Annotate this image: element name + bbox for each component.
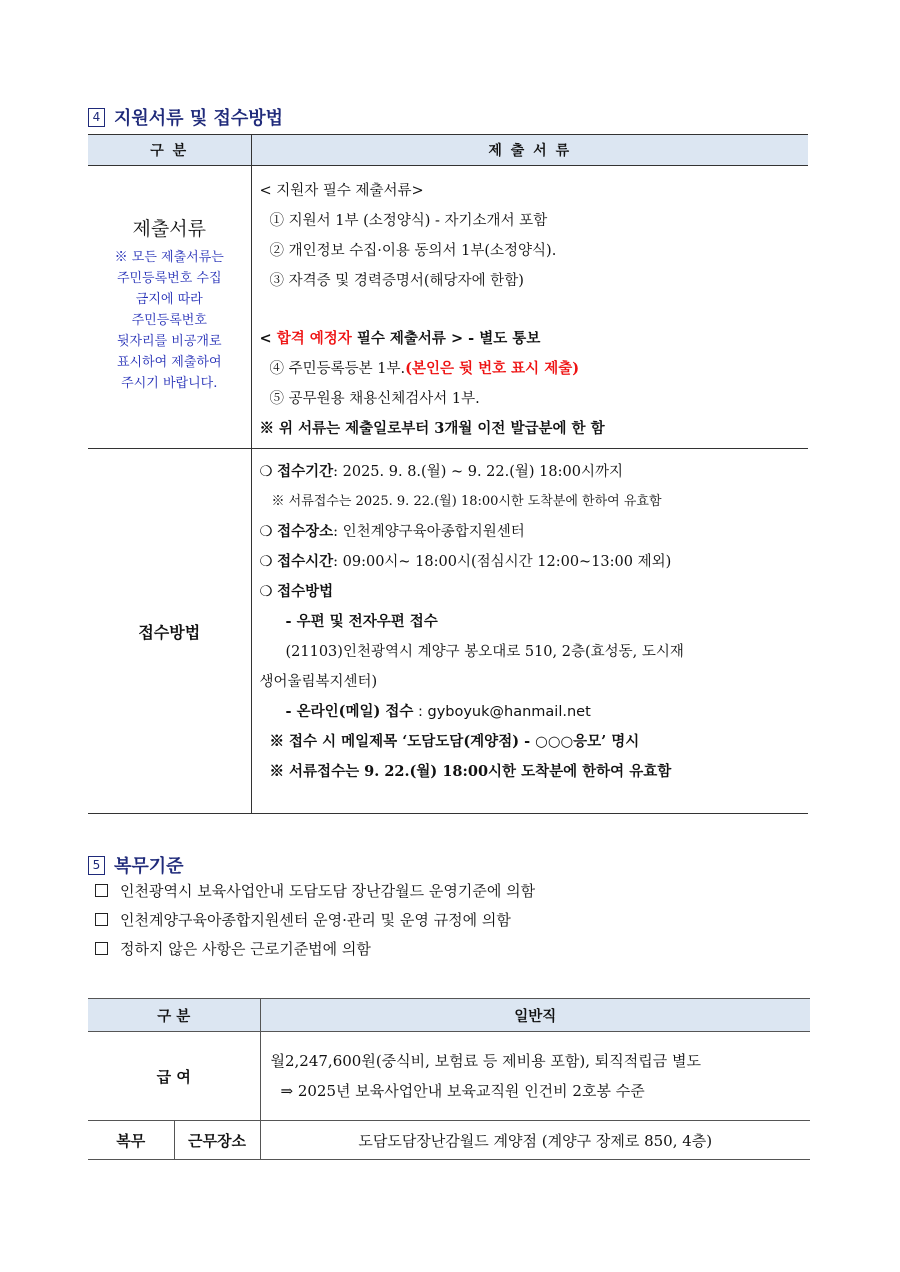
place-line: ❍ 접수장소: 인천계양구육아종합지원센터 xyxy=(259,523,525,540)
required-doc-3: ③ 자격증 및 경력증명서(해당자에 한함) xyxy=(269,273,524,289)
section-5-heading xyxy=(88,852,184,878)
finalist-docs-title xyxy=(260,324,809,354)
table-header-row xyxy=(88,135,808,166)
note-line: 뒷자리를 비공개로 xyxy=(116,334,222,349)
header-documents: 제 출 서 류 xyxy=(251,135,808,166)
finalist-doc-5: ⑤ 공무원용 채용신체검사서 1부. xyxy=(269,391,480,407)
time-value: : 09:00시~ 18:00시(점심시간 12:00~13:00 제외) xyxy=(333,554,672,570)
required-doc-2: ② 개인정보 수집·이용 동의서 1부(소정양식). xyxy=(269,243,557,259)
address-line-1: (21103)인천광역시 계양구 봉오대로 510, 2층(효성동, 도시재 xyxy=(285,644,684,660)
online-label: - 온라인(메일) 접수 xyxy=(285,703,414,720)
method-line: ❍ 접수방법 xyxy=(259,583,334,600)
checkbox-square-icon xyxy=(95,913,108,926)
finalist-doc-4 xyxy=(260,354,809,384)
application-docs-table xyxy=(88,134,808,814)
checkbox-square-icon xyxy=(95,884,108,897)
service-table xyxy=(88,998,810,1160)
privacy-note xyxy=(88,247,251,394)
online-line xyxy=(260,697,809,727)
bullet-text: 정하지 않은 사항은 근로기준법에 의함 xyxy=(120,940,371,958)
pay-amount: 월2,247,600원(중식비, 보험료 등 제비용 포함), 퇴직적립금 별도 xyxy=(270,1052,701,1070)
table-header-row xyxy=(88,999,810,1032)
table-row-pay xyxy=(88,1032,810,1121)
note-line: 주민등록번호 xyxy=(131,313,207,328)
note-line: ※ 모든 제출서류는 xyxy=(114,250,224,265)
header-category: 구 분 xyxy=(88,999,260,1032)
table-row-workplace xyxy=(88,1121,810,1160)
note-line: 표시하여 제출하여 xyxy=(116,355,222,370)
pay-cell xyxy=(260,1032,810,1121)
doc-warning: (본인은 뒷 번호 표시 제출) xyxy=(405,360,580,377)
validity-note: ※ 위 서류는 제출일로부터 3개월 이전 발급분에 한 함 xyxy=(259,420,605,437)
bullet-item xyxy=(95,909,511,930)
note-line: 주민등록번호 수집 xyxy=(116,271,222,286)
table-row-method xyxy=(88,449,808,814)
period-value: : 2025. 9. 8.(월) ~ 9. 22.(월) 18:00시까지 xyxy=(333,464,623,480)
category-cell xyxy=(88,166,251,449)
required-docs-title: < 지원자 필수 제출서류> xyxy=(259,183,424,199)
category-label: 제출서류 xyxy=(132,218,206,240)
time-label: 접수시간 xyxy=(277,553,334,570)
mail-line: - 우편 및 전자우편 접수 xyxy=(285,613,438,630)
method-category: 접수방법 xyxy=(88,449,251,814)
note-line: 주시기 바랍니다. xyxy=(121,376,218,391)
bullet-text: 인천계양구육아종합지원센터 운영·관리 및 운영 규정에 의함 xyxy=(120,911,511,929)
required-doc-1: ① 지원서 1부 (소정양식) - 자기소개서 포함 xyxy=(269,213,548,229)
deadline-note: ※ 서류접수는 9. 22.(월) 18:00시한 도착분에 한하여 유효함 xyxy=(269,763,672,780)
table-row-documents xyxy=(88,166,808,449)
checkbox-square-icon xyxy=(95,942,108,955)
place-label: 접수장소 xyxy=(277,523,334,540)
period-line: ❍ 접수기간: 2025. 9. 8.(월) ~ 9. 22.(월) 18:00시까지 xyxy=(259,463,623,480)
address-line-2: 생어울림복지센터) xyxy=(259,674,378,690)
section-number-box: 4 xyxy=(88,108,105,127)
workplace-label: 근무장소 xyxy=(174,1121,260,1160)
bullet-item xyxy=(95,938,371,959)
section-title: 지원서류 및 접수방법 xyxy=(114,108,284,129)
header-category: 구 분 xyxy=(88,135,251,166)
time-line: ❍ 접수시간: 09:00시~ 18:00시(점심시간 12:00~13:00 제외) xyxy=(259,553,672,570)
documents-cell xyxy=(251,166,808,449)
section-4-heading xyxy=(88,104,283,130)
finalist-rest: 필수 제출서류 > - 별도 통보 xyxy=(351,330,541,347)
place-value: : 인천계양구육아종합지원센터 xyxy=(333,524,525,540)
doc-text: ④ 주민등록등본 1부. xyxy=(269,361,406,377)
bullet-text: 인천광역시 보육사업안내 도담도담 장난감월드 운영기준에 의함 xyxy=(120,882,536,900)
method-cell xyxy=(251,449,808,814)
bullet-item xyxy=(95,880,535,901)
email-address: : gyboyuk@hanmail.net xyxy=(413,704,591,720)
note-line: 금지에 따라 xyxy=(135,292,203,307)
finalist-label: 합격 예정자 xyxy=(276,330,352,347)
mail-subject-note: ※ 접수 시 메일제목 ‘도담도담(계양점) - ○○○응모’ 명시 xyxy=(269,733,640,750)
section-number-box: 5 xyxy=(88,856,105,875)
section-title: 복무기준 xyxy=(114,856,184,877)
method-label: 접수방법 xyxy=(277,583,334,600)
bracket: < xyxy=(259,330,277,347)
header-job-type: 일반직 xyxy=(260,999,810,1032)
pay-level: ⇒ 2025년 보육사업안내 보육교직원 인건비 2호봉 수준 xyxy=(280,1082,645,1100)
pay-label: 급 여 xyxy=(88,1032,260,1121)
workplace-value: 도담도담장난감월드 계양점 (계양구 장제로 850, 4층) xyxy=(260,1121,810,1160)
service-label: 복무 xyxy=(88,1121,174,1160)
period-label: 접수기간 xyxy=(277,463,334,480)
period-note: ※ 서류접수는 2025. 9. 22.(월) 18:00시한 도착분에 한하여 유효함 xyxy=(271,494,662,509)
